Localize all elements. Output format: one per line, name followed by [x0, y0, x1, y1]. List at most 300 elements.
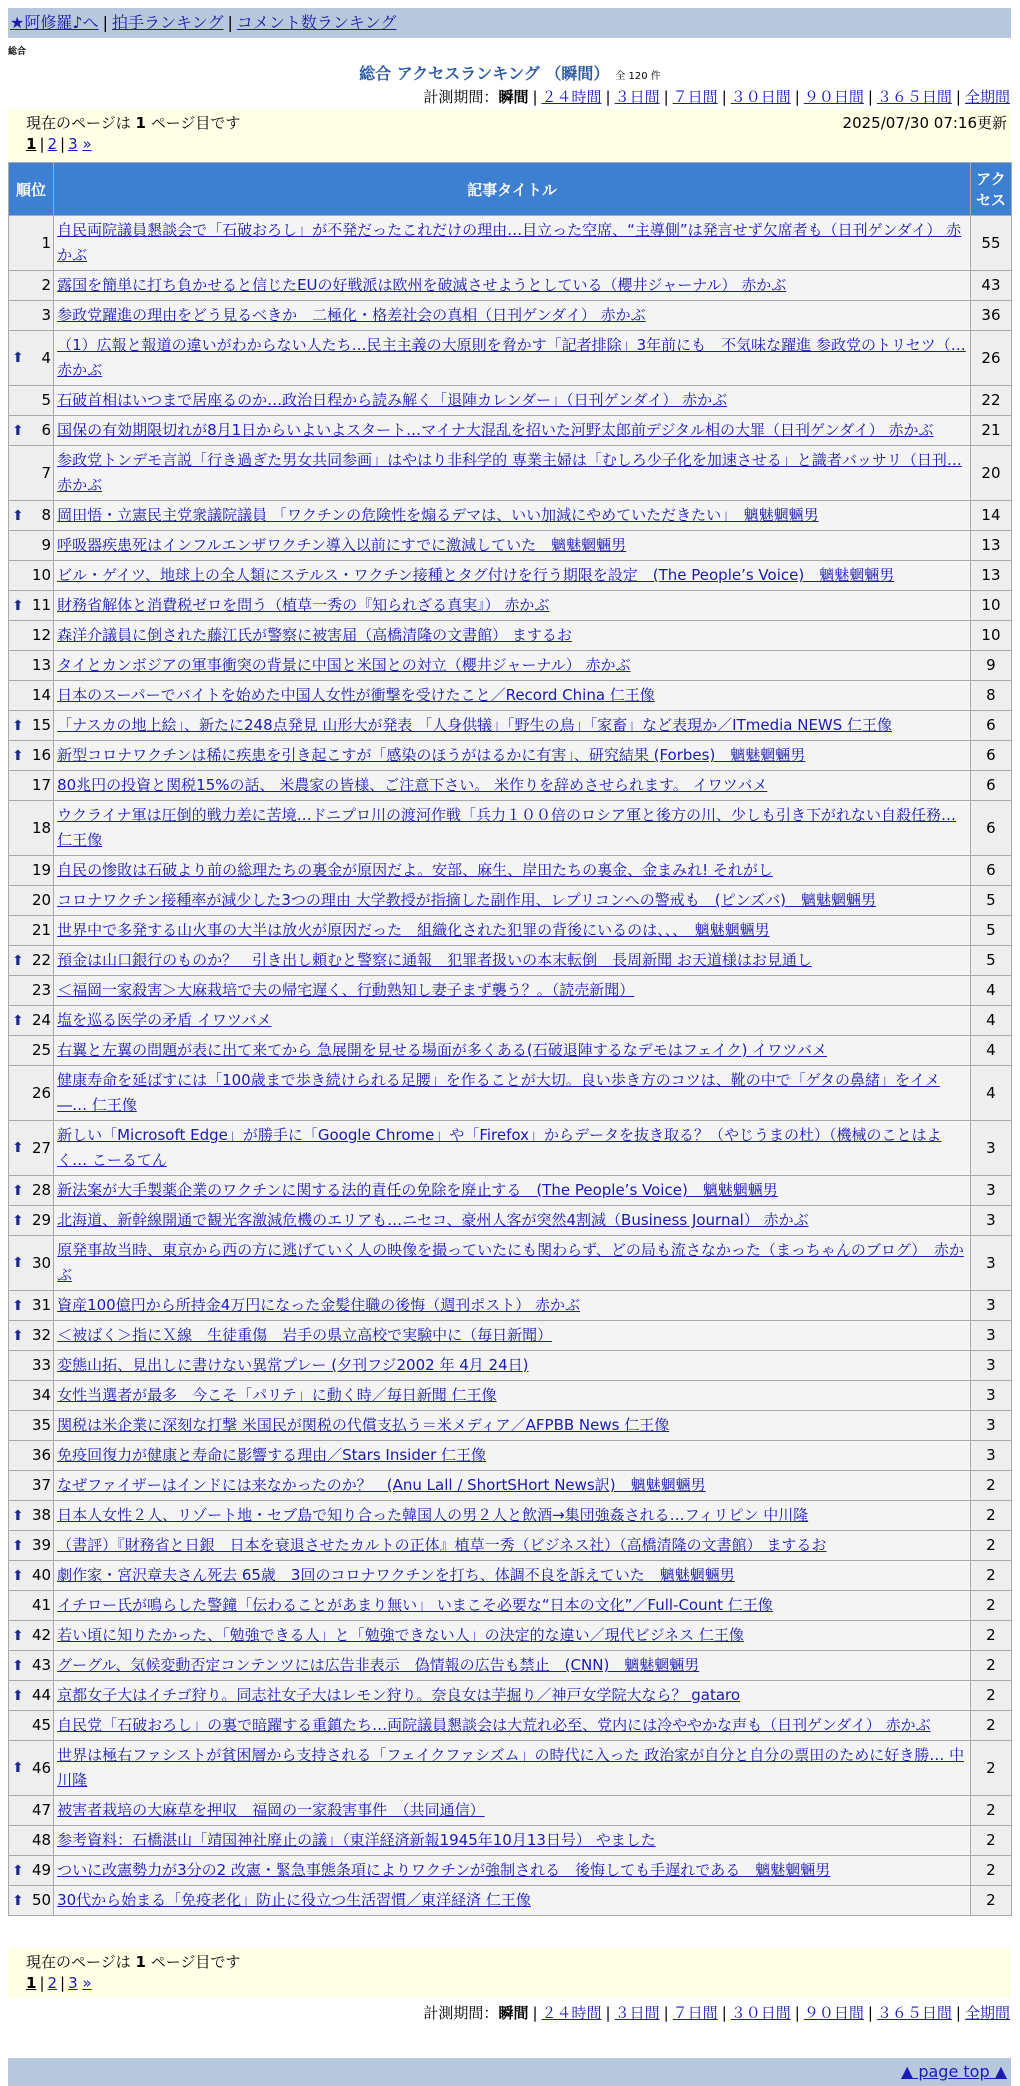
- up-arrow-icon: ⬆: [12, 1537, 24, 1554]
- access-count: 5: [971, 916, 1011, 945]
- period-link[interactable]: ７日間: [672, 88, 718, 106]
- rank-cell: [9, 1741, 53, 1795]
- table-row: [9, 1206, 1011, 1235]
- table-row: [9, 531, 1011, 560]
- table-row: [9, 886, 1011, 915]
- up-arrow-icon: ⬆: [12, 1327, 24, 1344]
- article-link[interactable]: （1）広報と報道の違いがわからない人たち…民主主義の大原則を脅かす「記者排除」3年前にも 不気味な躍進 参政党のトリセツ（… 赤かぶ: [57, 336, 966, 379]
- rank-number: 9: [41, 536, 52, 554]
- up-arrow-icon: ⬆: [12, 1892, 24, 1909]
- article-link[interactable]: 京都女子大はイチゴ狩り。同志社女子大はレモン狩り。奈良女は芋掘り／神戸女学院大なら？ gataro: [57, 1686, 741, 1704]
- article-link[interactable]: イチロー氏が鳴らした警鐘「伝わることがあまり無い」 いまこそ必要な“日本の文化”／Full-Count 仁王像: [57, 1596, 773, 1614]
- rank-number: 31: [31, 1296, 52, 1314]
- article-link[interactable]: ＜福岡一家殺害＞大麻栽培で夫の帰宅遅く、行動熟知し妻子まず襲う？。（読売新聞）: [57, 981, 635, 999]
- title-cell: [54, 771, 970, 800]
- page-top-link[interactable]: ▲ page top ▲: [900, 2062, 1007, 2081]
- title-cell: [54, 1066, 970, 1120]
- table-header-row: [9, 163, 1011, 215]
- table-row: [9, 591, 1011, 620]
- table-row: [9, 1826, 1011, 1855]
- up-arrow-icon: ⬆: [12, 1657, 24, 1674]
- page-separator: |: [39, 135, 45, 153]
- access-count: 13: [971, 561, 1011, 590]
- title-cell: [54, 1411, 970, 1440]
- title-cell: [54, 1176, 970, 1205]
- update-timestamp: 2025/07/30 07:16更新: [842, 114, 1007, 132]
- table-row: [9, 301, 1011, 330]
- up-arrow-icon: ⬆: [12, 952, 24, 969]
- article-link[interactable]: 北海道、新幹線開通で観光客激減危機のエリアも…ニセコ、豪州人客が突然4割減（Business Journal） 赤かぶ: [57, 1211, 809, 1229]
- access-count: 26: [971, 331, 1011, 385]
- access-count: 2: [971, 1741, 1011, 1795]
- period-separator: |: [794, 2004, 800, 2022]
- article-link[interactable]: 30代から始まる「免疫老化」防止に役立つ生活習慣／東洋経済 仁王像: [57, 1891, 531, 1909]
- up-arrow-icon: ⬆: [12, 717, 24, 734]
- title-cell: [54, 1561, 970, 1590]
- access-count: 3: [971, 1411, 1011, 1440]
- article-link[interactable]: 自民両院議員懇談会で「石破おろし」が不発だったこれだけの理由…目立った空席、“主導側”は発言せず欠席者も（日刊ゲンダイ） 赤かぶ: [57, 221, 962, 264]
- article-link[interactable]: 関税は米企業に深刻な打撃 米国民が関税の代償支払う＝米メディア／AFPBB News 仁王像: [57, 1416, 670, 1434]
- rank-number: 42: [31, 1626, 52, 1644]
- rank-cell: [9, 976, 53, 1005]
- table-row: [9, 621, 1011, 650]
- access-count: 22: [971, 386, 1011, 415]
- table-row: [9, 561, 1011, 590]
- article-link[interactable]: ＜被ばく＞指にＸ線 生徒重傷 岩手の県立高校で実験中に（毎日新聞）: [57, 1326, 553, 1344]
- page-indicator: [26, 1951, 240, 1972]
- period-link[interactable]: ２４時間: [541, 88, 602, 106]
- title-cell: [54, 1321, 970, 1350]
- access-count: 3: [971, 1236, 1011, 1290]
- access-count: 3: [971, 1441, 1011, 1470]
- rank-cell: [9, 591, 53, 620]
- table-row: [9, 1441, 1011, 1470]
- rank-number: 13: [31, 656, 52, 674]
- article-link[interactable]: ウクライナ軍は圧倒的戦力差に苦境…ドニプロ川の渡河作戦「兵力１００倍のロシア軍と後方の川、少しも引き下がれない自殺任務… 仁王像: [57, 806, 957, 849]
- rank-cell: [9, 801, 53, 855]
- article-link[interactable]: 森洋介議員に倒された藤江氏が警察に被害届（高橋清隆の文書館） まするお: [57, 626, 572, 644]
- access-count: 2: [971, 1681, 1011, 1710]
- table-row: [9, 916, 1011, 945]
- access-count: 14: [971, 501, 1011, 530]
- rank-cell: [9, 1121, 53, 1175]
- rank-number: 29: [31, 1211, 52, 1229]
- rank-cell: [9, 1381, 53, 1410]
- rank-number: 17: [31, 776, 52, 794]
- rank-cell: [9, 1621, 53, 1650]
- title-cell: [54, 1741, 970, 1795]
- access-count: 2: [971, 1561, 1011, 1590]
- title-cell: [54, 1826, 970, 1855]
- table-row: [9, 216, 1011, 270]
- table-row: [9, 651, 1011, 680]
- article-link[interactable]: 預金は山口銀行のものか？ 引き出し頼むと警察に通報 犯罪者扱いの本末転倒 長周新聞 お天道様はお見通し: [57, 951, 812, 969]
- title-cell: [54, 651, 970, 680]
- article-link[interactable]: 右翼と左翼の問題が表に出て来てから 急展開を見せる場面が多くある(石破退陣するなデモはフェイク) イワツバメ: [57, 1041, 827, 1059]
- period-separator: |: [721, 2004, 727, 2022]
- page-text-before: 現在のページは: [26, 114, 136, 132]
- rank-cell: [9, 1321, 53, 1350]
- table-row: [9, 1856, 1011, 1885]
- rank-cell: [9, 1291, 53, 1320]
- table-row: [9, 1411, 1011, 1440]
- rank-cell: [9, 1351, 53, 1380]
- period-link[interactable]: ３０日間: [730, 88, 791, 106]
- access-count: 3: [971, 1351, 1011, 1380]
- title-cell: [54, 1236, 970, 1290]
- rank-number: 45: [31, 1716, 52, 1734]
- table-row: [9, 1291, 1011, 1320]
- rank-cell: [9, 1651, 53, 1680]
- article-link[interactable]: 新しい「Microsoft Edge」が勝手に「Google Chrome」や「Firefox」からデータを抜き取る？（やじうまの杜）（機械のことはよく… こーるてん: [57, 1126, 942, 1169]
- title-cell: [54, 446, 970, 500]
- period-separator: |: [663, 88, 669, 106]
- article-link[interactable]: 資産100億円から所持金4万円になった金髪住職の後悔（週刊ポスト） 赤かぶ: [57, 1296, 581, 1314]
- access-count: 4: [971, 1066, 1011, 1120]
- article-link[interactable]: 日本人女性２人、リゾート地・セブ島で知り合った韓国人の男２人と飲酒→集団強姦される…フィリピン 中川隆: [57, 1506, 809, 1524]
- article-link[interactable]: タイとカンボジアの軍事衝突の背景に中国と米国との対立（櫻井ジャーナル） 赤かぶ: [57, 656, 631, 674]
- article-link[interactable]: 自民党「石破おろし」の裏で暗躍する重鎮たち…両院議員懇談会は大荒れ必至、党内には冷ややかな声も（日刊ゲンダイ） 赤かぶ: [57, 1716, 931, 1734]
- period-link[interactable]: ３日間: [614, 2004, 660, 2022]
- title-cell: [54, 331, 970, 385]
- rank-number: 20: [31, 891, 52, 909]
- comment-ranking-link[interactable]: コメント数ランキング: [236, 13, 397, 32]
- title-cell: [54, 1501, 970, 1530]
- pager-top: [8, 109, 1011, 161]
- article-link[interactable]: 「ナスカの地上絵」、新たに248点発見 山形大が発表 「人身供犠」「野生の鳥」「家畜」など表現か／ITmedia NEWS 仁王像: [57, 716, 893, 734]
- title-cell: [54, 501, 970, 530]
- rank-number: 46: [31, 1758, 52, 1777]
- period-separator: |: [794, 88, 800, 106]
- article-link[interactable]: 参政党躍進の理由をどう見るべきか 二極化・格差社会の真相（日刊ゲンダイ） 赤かぶ: [57, 306, 646, 324]
- article-link[interactable]: 女性当選者が最多 今こそ「パリテ」に動く時／毎日新聞 仁王像: [57, 1386, 497, 1404]
- article-link[interactable]: 若い頃に知りたかった、「勉強できる人」と「勉強できない人」の決定的な違い／現代ビジネス 仁王像: [57, 1626, 744, 1644]
- rank-cell: [9, 886, 53, 915]
- rank-cell: [9, 1236, 53, 1290]
- rank-cell: [9, 1591, 53, 1620]
- access-count: 2: [971, 1826, 1011, 1855]
- title-cell: [54, 301, 970, 330]
- up-arrow-icon: ⬆: [12, 507, 24, 524]
- page-links: [26, 1974, 92, 1992]
- page-text-before: 現在のページは: [26, 1953, 136, 1971]
- rank-number: 33: [31, 1356, 52, 1374]
- rank-number: 41: [31, 1596, 52, 1614]
- period-link[interactable]: ９０日間: [803, 2004, 864, 2022]
- title-cell: [54, 561, 970, 590]
- article-link[interactable]: 世界は極右ファシストが貧困層から支持される「フェイクファシズム」の時代に入った 政治家が自分と自分の票田のために好き勝… 中川隆: [57, 1746, 965, 1789]
- rank-number: 24: [31, 1011, 52, 1029]
- period-separator: |: [867, 88, 873, 106]
- period-separator: |: [955, 2004, 961, 2022]
- rank-cell: [9, 1561, 53, 1590]
- article-link[interactable]: 劇作家・宮沢章夫さん死去 65歳 3回のコロナワクチンを打ち、体調不良を訴えていた 魑魅魍魎男: [57, 1566, 735, 1584]
- title-header: 記事タイトル: [54, 163, 970, 215]
- access-count: 4: [971, 976, 1011, 1005]
- period-separator: |: [605, 2004, 611, 2022]
- period-link[interactable]: ３日間: [614, 88, 660, 106]
- table-row: [9, 1531, 1011, 1560]
- period-selector: [423, 86, 1010, 107]
- rank-number: 12: [31, 626, 52, 644]
- rank-cell: [9, 916, 53, 945]
- table-row: [9, 976, 1011, 1005]
- rank-cell: [9, 856, 53, 885]
- table-row: [9, 1651, 1011, 1680]
- access-count: 2: [971, 1796, 1011, 1825]
- rank-number: 48: [31, 1831, 52, 1849]
- access-count: 4: [971, 1006, 1011, 1035]
- period-separator: |: [532, 88, 538, 106]
- table-row: [9, 681, 1011, 710]
- title-cell: [54, 1711, 970, 1740]
- next-page-link[interactable]: »: [82, 135, 92, 153]
- rank-cell: [9, 1501, 53, 1530]
- table-row: [9, 386, 1011, 415]
- title-cell: [54, 386, 970, 415]
- title-cell: [54, 1036, 970, 1065]
- title-cell: [54, 976, 970, 1005]
- rank-number: 32: [31, 1326, 52, 1344]
- rank-number: 16: [31, 746, 52, 764]
- table-row: [9, 1006, 1011, 1035]
- rank-cell: [9, 1066, 53, 1120]
- table-row: [9, 1886, 1011, 1915]
- access-count: 20: [971, 446, 1011, 500]
- rank-number: 7: [41, 463, 52, 482]
- up-arrow-icon: ⬆: [12, 1182, 24, 1199]
- period-selector-bottom: [423, 2002, 1010, 2023]
- title-cell: [54, 1471, 970, 1500]
- rank-cell: [9, 711, 53, 740]
- table-row: [9, 1381, 1011, 1410]
- title-cell: [54, 1886, 970, 1915]
- article-link[interactable]: 世界中で多発する山火事の大半は放火が原因だった 組織化された犯罪の背後にいるのは、、、 魑魅魍魎男: [57, 921, 770, 939]
- next-page-link[interactable]: »: [82, 1974, 92, 1992]
- period-link[interactable]: ３０日間: [730, 2004, 791, 2022]
- article-link[interactable]: 新法案が大手製薬企業のワクチンに関する法的責任の免除を廃止する (The People’s Voice) 魑魅魍魎男: [57, 1181, 778, 1199]
- page-3-link[interactable]: 3: [68, 1974, 78, 1992]
- article-link[interactable]: 国保の有効期限切れが8月1日からいよいよスタート…マイナ大混乱を招いた河野太郎前デジタル相の大罪（日刊ゲンダイ） 赤かぶ: [57, 421, 934, 439]
- category-label: 総合: [8, 47, 27, 57]
- rank-number: 10: [31, 566, 52, 584]
- up-arrow-icon: ⬆: [12, 1862, 24, 1879]
- article-link[interactable]: 参考資料：石橋湛山「靖国神社廃止の議」（東洋経済新報1945年10月13日号） やました: [57, 1831, 656, 1849]
- article-link[interactable]: ついに改憲勢力が3分の2 改憲・緊急事態条項によりワクチンが強制される 後悔しても手遅れである 魑魅魍魎男: [57, 1861, 831, 1879]
- rank-cell: [9, 946, 53, 975]
- title-cell: [54, 681, 970, 710]
- home-link[interactable]: ★阿修羅♪へ: [10, 13, 99, 32]
- rank-cell: [9, 531, 53, 560]
- rank-cell: [9, 1681, 53, 1710]
- rank-number: 37: [31, 1476, 52, 1494]
- rank-number: 18: [31, 818, 52, 837]
- rank-cell: [9, 1411, 53, 1440]
- article-link[interactable]: 塩を巡る医学の矛盾 イワツバメ: [57, 1011, 272, 1029]
- article-link[interactable]: グーグル、気候変動否定コンテンツには広告非表示 偽情報の広告も禁止 (CNN) 魑魅魍魎男: [57, 1656, 700, 1674]
- rank-number: 40: [31, 1566, 52, 1584]
- article-link[interactable]: 日本のスーパーでバイトを始めた中国人女性が衝撃を受けたこと／Record China 仁王像: [57, 686, 655, 704]
- rank-number: 44: [31, 1686, 52, 1704]
- table-row: [9, 1066, 1011, 1120]
- article-link[interactable]: 80兆円の投資と関税15%の話、 米農家の皆様、ご注意下さい。 米作りを辞めさせられます。 イワツバメ: [57, 776, 768, 794]
- title-cell: [54, 886, 970, 915]
- rank-number: 25: [31, 1041, 52, 1059]
- page-separator: |: [60, 135, 66, 153]
- access-count: 6: [971, 711, 1011, 740]
- period-link[interactable]: ７日間: [672, 2004, 718, 2022]
- access-header: アクセス: [971, 163, 1011, 215]
- article-link[interactable]: 財務省解体と消費税ゼロを問う（植草一秀の『知られざる真実』） 赤かぶ: [57, 596, 550, 614]
- rank-cell: [9, 331, 53, 385]
- article-link[interactable]: コロナワクチン接種率が減少した3つの理由 大学教授が指摘した副作用、レプリコンへの警戒も (ピンズバ) 魑魅魍魎男: [57, 891, 876, 909]
- article-link[interactable]: 新型コロナワクチンは稀に疾患を引き起こすが「感染のほうがはるかに有害」、研究結果 (Forbes) 魑魅魍魎男: [57, 746, 806, 764]
- title-cell: [54, 856, 970, 885]
- rank-number: 22: [31, 951, 52, 969]
- title-cell: [54, 1351, 970, 1380]
- title-cell: [54, 711, 970, 740]
- page-2-link[interactable]: 2: [47, 1974, 58, 1992]
- table-row: [9, 1121, 1011, 1175]
- period-separator: |: [663, 2004, 669, 2022]
- up-arrow-icon: ⬆: [12, 422, 24, 439]
- table-row: [9, 501, 1011, 530]
- access-count: 2: [971, 1621, 1011, 1650]
- period-link[interactable]: 全期間: [964, 88, 1010, 106]
- period-link[interactable]: ９０日間: [803, 88, 864, 106]
- period-separator: |: [605, 88, 611, 106]
- rank-number: 38: [31, 1506, 52, 1524]
- title-cell: [54, 801, 970, 855]
- period-link[interactable]: ３６５日間: [876, 2004, 952, 2022]
- rank-number: 14: [31, 686, 52, 704]
- article-link[interactable]: 変態山拓、見出しに書けない異常プレー (夕刊フジ2002 年 4月 24日): [57, 1356, 529, 1374]
- access-count: 3: [971, 1291, 1011, 1320]
- article-link[interactable]: 岡田悟・立憲民主党衆議院議員 「ワクチンの危険性を煽るデマは、いい加減にやめていただきたい」 魑魅魍魎男: [57, 506, 819, 524]
- access-count: 8: [971, 681, 1011, 710]
- access-count: 10: [971, 621, 1011, 650]
- table-row: [9, 1351, 1011, 1380]
- page-2-link[interactable]: 2: [47, 135, 58, 153]
- access-count: 21: [971, 416, 1011, 445]
- article-link[interactable]: 参政党トンデモ言説「行き過ぎた男女共同参画」はやはり非科学的 専業主婦は「むしろ少子化を加速させる」と識者バッサリ（日刊… 赤かぶ: [57, 451, 962, 494]
- rank-number: 21: [31, 921, 52, 939]
- rank-cell: [9, 1531, 53, 1560]
- table-row: [9, 856, 1011, 885]
- title-cell: [54, 1291, 970, 1320]
- rank-number: 34: [31, 1386, 52, 1404]
- article-link[interactable]: 呼吸器疾患死はインフルエンザワクチン導入以前にすでに激減していた 魑魅魍魎男: [57, 536, 627, 554]
- table-row: [9, 1796, 1011, 1825]
- rank-number: 30: [31, 1253, 52, 1272]
- rank-number: 28: [31, 1181, 52, 1199]
- article-link[interactable]: 被害者栽培の大麻草を押収 福岡の一家殺害事件 （共同通信）: [57, 1801, 485, 1819]
- rank-cell: [9, 1796, 53, 1825]
- access-count: 3: [971, 1121, 1011, 1175]
- period-separator: |: [532, 2004, 538, 2022]
- period-link[interactable]: ３６５日間: [876, 88, 952, 106]
- rank-number: 49: [31, 1861, 52, 1879]
- period-separator: |: [867, 2004, 873, 2022]
- table-row: [9, 1036, 1011, 1065]
- article-link[interactable]: 露国を簡単に打ち負かせると信じたEUの好戦派は欧州を破滅させようとしている（櫻井ジャーナル） 赤かぶ: [57, 276, 787, 294]
- rank-number: 11: [31, 596, 52, 614]
- access-count: 3: [971, 1176, 1011, 1205]
- rank-cell: [9, 681, 53, 710]
- up-arrow-icon: ⬆: [12, 1012, 24, 1029]
- access-count: 2: [971, 1886, 1011, 1915]
- article-link[interactable]: （書評）『財務省と日銀 日本を衰退させたカルトの正体』植草一秀（ビジネス社）（高橋清隆の文書館） まするお: [57, 1536, 827, 1554]
- rank-cell: [9, 1441, 53, 1470]
- access-count: 2: [971, 1856, 1011, 1885]
- article-link[interactable]: 健康寿命を延ばすには「100歳まで歩き続けられる足腰」を作ることが大切。良い歩き方のコツは、靴の中で「ゲタの鼻緒」をイメ―… 仁王像: [57, 1071, 940, 1114]
- period-separator: |: [955, 88, 961, 106]
- total-count: 全 120 件: [615, 71, 661, 82]
- table-row: [9, 271, 1011, 300]
- top-nav-bar: [8, 8, 1011, 38]
- rank-number: 47: [31, 1801, 52, 1819]
- table-row: [9, 1621, 1011, 1650]
- article-link[interactable]: ビル・ゲイツ、地球上の全人類にステルス・ワクチン接種とタグ付けを行う期限を設定 (The People’s Voice) 魑魅魍魎男: [57, 566, 895, 584]
- rank-cell: [9, 501, 53, 530]
- title-cell: [54, 1381, 970, 1410]
- nav-separator: |: [102, 13, 108, 32]
- title-cell: [54, 216, 970, 270]
- page-text-after: ページ目です: [145, 114, 241, 132]
- page-title-text: 総合 アクセスランキング （瞬間）: [359, 64, 610, 83]
- rank-cell: [9, 1471, 53, 1500]
- rank-number: 8: [41, 506, 52, 524]
- title-cell: [54, 1121, 970, 1175]
- rank-number: 36: [31, 1446, 52, 1464]
- page-separator: |: [60, 1974, 66, 1992]
- page-3-link[interactable]: 3: [68, 135, 78, 153]
- rank-number: 3: [41, 306, 52, 324]
- rank-number: 19: [31, 861, 52, 879]
- table-row: [9, 416, 1011, 445]
- article-link[interactable]: 原発事故当時、東京から西の方に逃げていく人の映像を撮っていたにも関わらず、どの局も流さなかった（まっちゃんのブログ） 赤かぶ: [57, 1241, 964, 1284]
- period-link[interactable]: ２４時間: [541, 2004, 602, 2022]
- period-link[interactable]: 全期間: [964, 2004, 1010, 2022]
- article-link[interactable]: なぜファイザーはインドには来なかったのか？ (Anu Lall / ShortSHort News訳) 魑魅魍魎男: [57, 1476, 706, 1494]
- rank-number: 15: [31, 716, 52, 734]
- table-row: [9, 1681, 1011, 1710]
- access-count: 2: [971, 1501, 1011, 1530]
- period-label: 計測期間：: [423, 2004, 499, 2022]
- rank-cell: [9, 1176, 53, 1205]
- rank-cell: [9, 271, 53, 300]
- period-current: 瞬間: [498, 2004, 529, 2022]
- access-count: 6: [971, 741, 1011, 770]
- access-count: 43: [971, 271, 1011, 300]
- article-link[interactable]: 免疫回復力が健康と寿命に影響する理由／Stars Insider 仁王像: [57, 1446, 487, 1464]
- rank-cell: [9, 651, 53, 680]
- page-indicator: [26, 112, 240, 133]
- title-cell: [54, 1531, 970, 1560]
- period-current: 瞬間: [498, 88, 529, 106]
- article-link[interactable]: 石破首相はいつまで居座るのか…政治日程から読み解く「退陣カレンダー」（日刊ゲンダイ） 赤かぶ: [57, 391, 728, 409]
- rank-cell: [9, 446, 53, 500]
- up-arrow-icon: ⬆: [12, 1212, 24, 1229]
- title-cell: [54, 591, 970, 620]
- rank-header: 順位: [9, 163, 53, 215]
- table-row: [9, 1741, 1011, 1795]
- article-link[interactable]: 自民の惨敗は石破より前の総理たちの裏金が原因だよ。安部、麻生、岸田たちの裏金、金まみれ! それがし: [57, 861, 773, 879]
- clap-ranking-link[interactable]: 拍手ランキング: [111, 13, 224, 32]
- title-cell: [54, 531, 970, 560]
- up-arrow-icon: ⬆: [12, 1627, 24, 1644]
- rank-number: 1: [41, 233, 52, 252]
